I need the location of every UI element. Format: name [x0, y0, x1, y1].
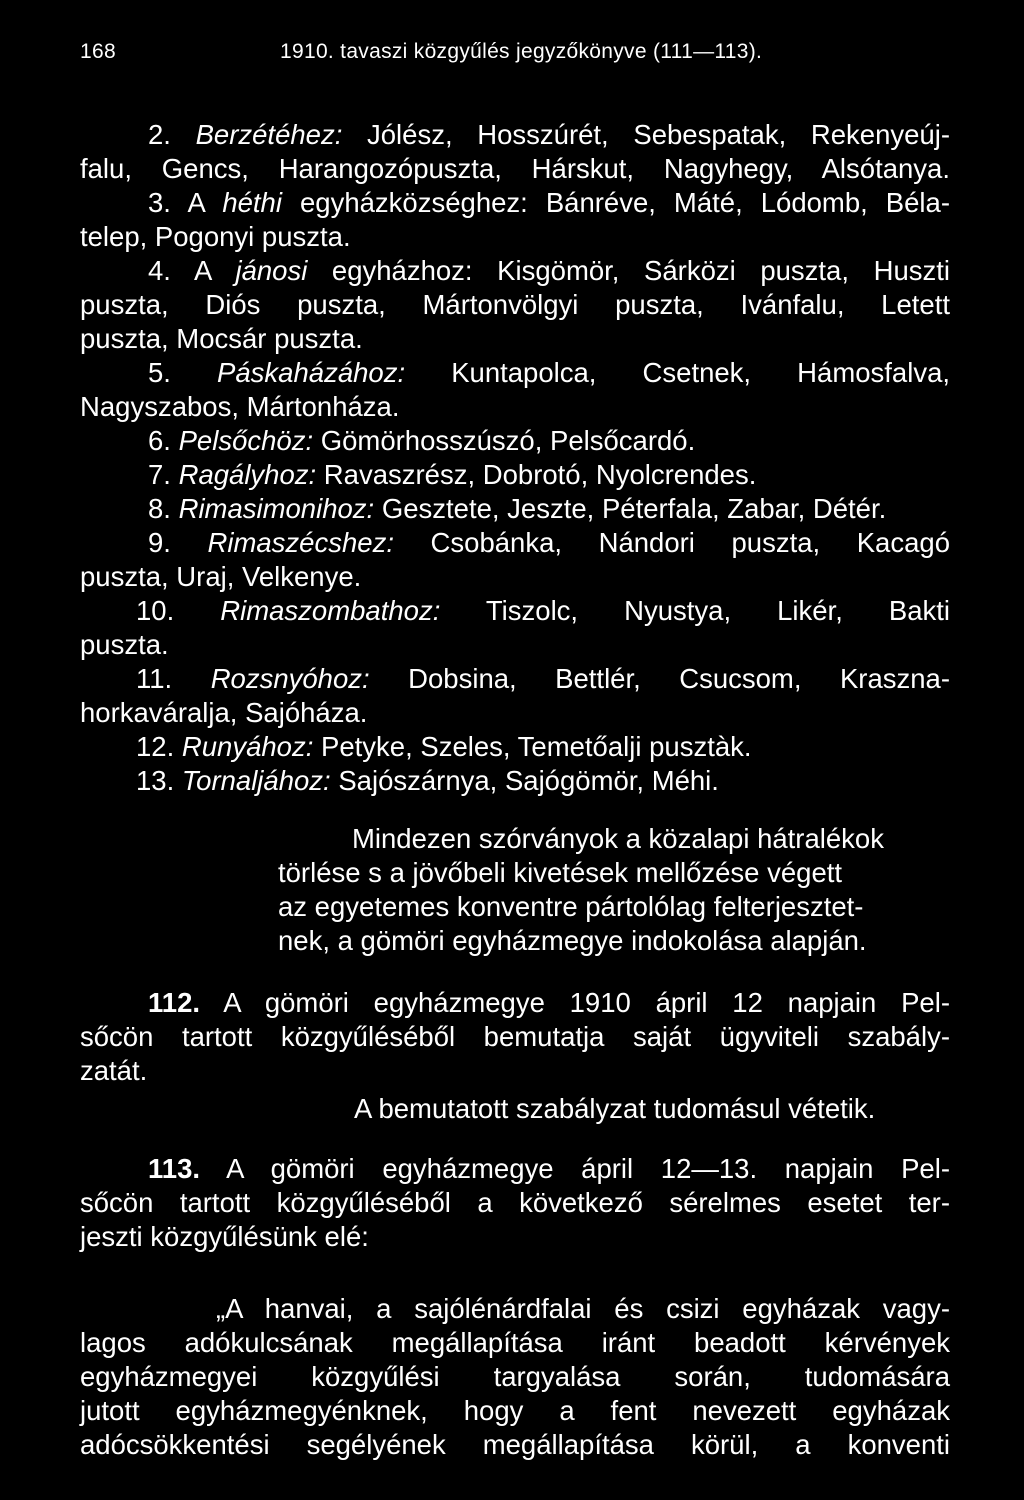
parish-name: Rimaszombathoz: [220, 595, 441, 626]
list-item [136, 594, 950, 628]
parish-name: Runyához: [181, 731, 314, 762]
line-text: Jólész, Hosszúrét, Sebespatak, Rekenyeúj- [342, 119, 950, 150]
text-line [80, 628, 950, 662]
text-line [278, 924, 950, 958]
item-number: 2. [148, 119, 171, 150]
line-text: puszta, Diós puszta, Mártonvölgyi puszta, Ivánfalu, Letett [80, 289, 950, 320]
text-line [80, 1428, 950, 1462]
parish-name: jánosi [235, 255, 308, 286]
item-number: 12. [136, 731, 175, 762]
line-text: A [170, 255, 236, 286]
line-text: A gömöri egyházmegye ápril 12—13. napjain Pel- [200, 1153, 950, 1184]
line-text: egyházközséghez: Bánréve, Máté, Lódomb, Béla- [281, 187, 950, 218]
text-line [80, 390, 950, 424]
parish-name: Rimasimonihoz: [178, 493, 375, 524]
text-line [80, 322, 950, 356]
page-number: 168 [80, 40, 116, 63]
text-line [278, 856, 950, 890]
line-text: Gesztete, Jeszte, Péterfala, Zabar, Détér. [374, 493, 887, 524]
list-item [148, 526, 950, 560]
text-line [80, 1326, 950, 1360]
list-item [136, 730, 1006, 764]
line-text: Ravaszrész, Dobrotó, Nyolcrendes. [316, 459, 757, 490]
item-number: 4. [148, 255, 171, 286]
item-number: 5. [148, 357, 171, 388]
list-item [148, 356, 950, 390]
text-line [354, 1092, 950, 1126]
line-text: sőcön tartott közgyűléséből a következő sérelmes esetet ter- [80, 1187, 950, 1218]
text-line [352, 822, 950, 856]
list-item [148, 186, 950, 220]
line-text: törlése s a jövőbeli kivetések mellőzése végett [278, 857, 843, 888]
text-line [80, 1220, 950, 1254]
list-item [148, 424, 1018, 458]
text-line [278, 890, 950, 924]
line-text: az egyetemes konventre pártolólag felterjesztet- [278, 891, 864, 922]
line-text: Sajószárnya, Sajógömör, Méhi. [330, 765, 719, 796]
line-text: lagos adókulcsának megállapítása iránt beadott kérvények [80, 1327, 950, 1358]
running-title: 1910. tavaszi közgyűlés jegyzőkönyve (111—113). [280, 40, 763, 63]
line-text: Kuntapolca, Csetnek, Hámosfalva, [405, 357, 951, 388]
item-number: 8. [148, 493, 171, 524]
section-number: 113. [148, 1153, 201, 1184]
line-text: horkaváralja, Sajóháza. [80, 697, 368, 728]
item-number: 10. [136, 595, 175, 626]
line-text: Gömörhosszúszó, Pelsőcardó. [313, 425, 696, 456]
line-text: A bemutatott szabályzat tudomásul vétetik. [354, 1093, 876, 1124]
text-line [80, 560, 950, 594]
parish-name: Ragályhoz: [178, 459, 317, 490]
line-text: telep, Pogonyi puszta. [80, 221, 351, 252]
list-item [148, 492, 1018, 526]
section-112 [148, 986, 950, 1020]
page-header [80, 40, 940, 80]
parish-name: Páskaházához: [217, 357, 406, 388]
line-text: A [170, 187, 223, 218]
line-text: Petyke, Szeles, Temetőalji pusztàk. [313, 731, 752, 762]
line-text: egyházmegyei közgyűlési targyalása során, tudomására [80, 1361, 950, 1392]
line-text: jutott egyházmegyénknek, hogy a fent nevezett egyházak [80, 1395, 950, 1426]
parish-name: Berzétéhez: [195, 119, 343, 150]
list-item [136, 662, 950, 696]
parish-name: Rozsnyóhoz: [210, 663, 370, 694]
line-text: puszta, Mocsár puszta. [80, 323, 363, 354]
item-number: 7. [148, 459, 171, 490]
list-item [148, 458, 1018, 492]
line-text: Csobánka, Nándori puszta, Kacagó [393, 527, 950, 558]
text-line [80, 696, 950, 730]
text-line [80, 1394, 950, 1428]
item-number: 13. [136, 765, 175, 796]
line-text: Tiszolc, Nyustya, Likér, Bakti [440, 595, 950, 626]
item-number: 6. [148, 425, 171, 456]
line-text: nek, a gömöri egyházmegye indokolása alapján. [278, 925, 867, 956]
item-number: 3. [148, 187, 171, 218]
text-line [80, 152, 950, 186]
item-number: 9. [148, 527, 171, 558]
text-line [80, 1186, 950, 1220]
text-line [80, 1360, 950, 1394]
line-text: jeszti közgyűlésünk elé: [80, 1221, 369, 1252]
line-text: Nagyszabos, Mártonháza. [80, 391, 400, 422]
list-item [136, 764, 1006, 798]
line-text: zatát. [80, 1055, 148, 1086]
line-text: egyházhoz: Kisgömör, Sárközi puszta, Huszti [307, 255, 950, 286]
line-text: „A hanvai, a sajólénárdfalai és csizi egyházak vagy- [216, 1293, 950, 1324]
text-line [80, 1020, 950, 1054]
list-item [148, 254, 950, 288]
line-text: falu, Gencs, Harangozópuszta, Hárskut, Nagyhegy, Alsótanya. [80, 153, 950, 184]
item-number: 11. [136, 663, 173, 694]
text-line [80, 1054, 950, 1088]
text-line [216, 1292, 950, 1326]
list-item [148, 118, 950, 152]
parish-name: Tornaljához: [181, 765, 331, 796]
text-line [80, 288, 950, 322]
section-number: 112. [148, 987, 201, 1018]
line-text: adócsökkentési segélyének megállapítása körül, a konventi [80, 1429, 950, 1460]
parish-name: Pelsőchöz: [178, 425, 314, 456]
line-text: Dobsina, Bettlér, Csucsom, Kraszna- [369, 663, 950, 694]
parish-name: Rimaszécshez: [207, 527, 394, 558]
line-text: puszta. [80, 629, 169, 660]
section-113 [148, 1152, 950, 1186]
line-text: sőcön tartott közgyűléséből bemutatja saját ügyviteli szabály- [80, 1021, 950, 1052]
line-text: Mindezen szórványok a közalapi hátralékok [352, 823, 884, 854]
line-text: A gömöri egyházmegye 1910 ápril 12 napjain Pel- [200, 987, 950, 1018]
parish-name: héthi [222, 187, 282, 218]
text-line [80, 220, 950, 254]
line-text: puszta, Uraj, Velkenye. [80, 561, 362, 592]
